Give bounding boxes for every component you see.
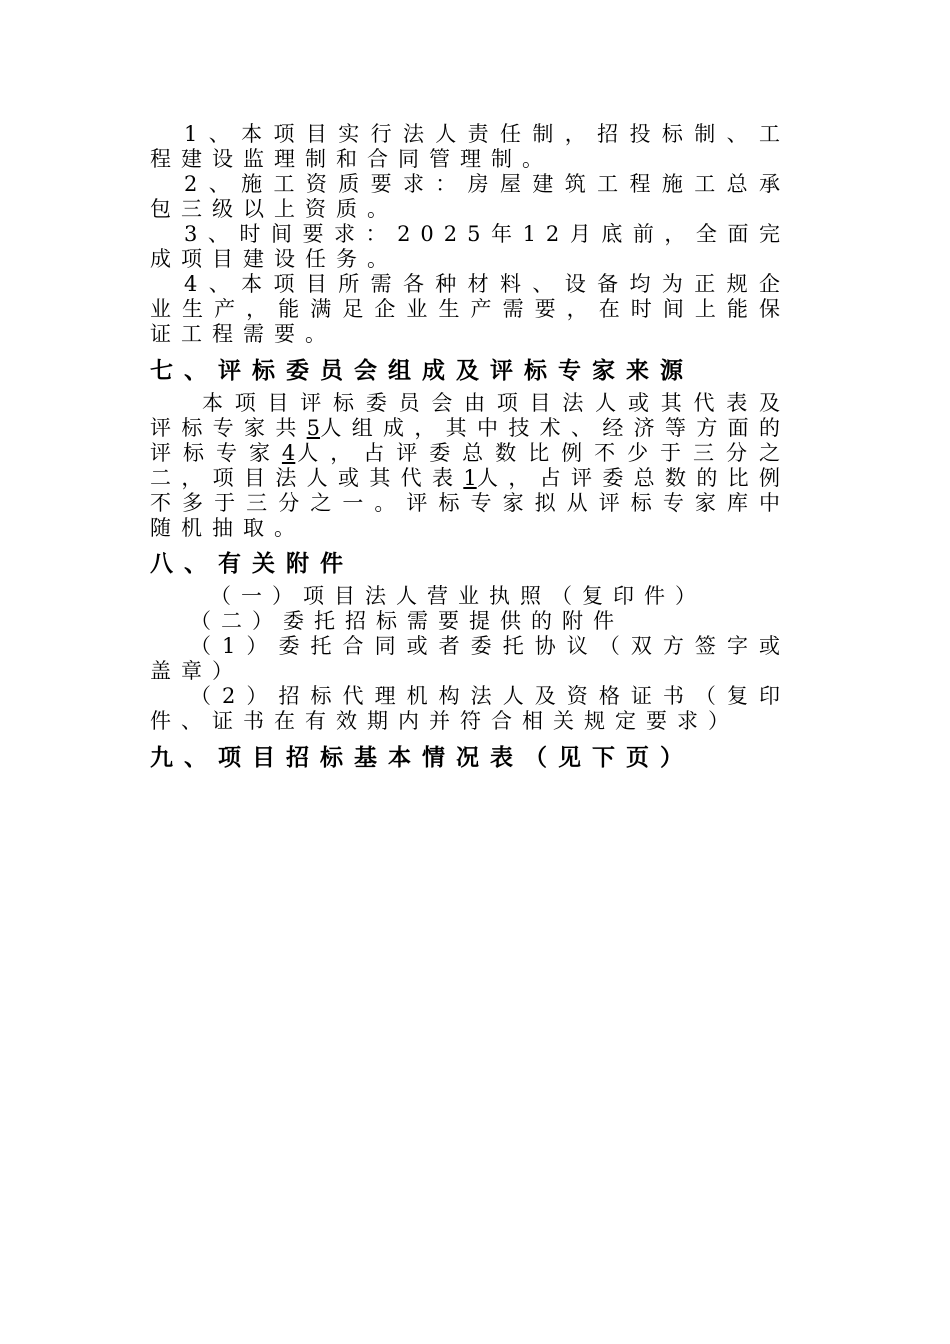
section-7-text-a: 本项目评标委员会由项目法人或其代表及评标专家共 — [150, 391, 790, 440]
requirement-item-4: 4、本项目所需各种材料、设备均为正规企业生产，能满足企业生产需要，在时间上能保证工程需要。 — [150, 272, 790, 346]
owner-reps-count: 1 — [463, 466, 477, 490]
section-9-heading: 九、项目招标基本情况表（见下页） — [150, 744, 694, 771]
requirement-item-2: 2、施工资质要求：房屋建筑工程施工总承包三级以上资质。 — [150, 172, 790, 221]
total-experts-count: 5 — [306, 416, 321, 440]
attachment-item-2-1: （1）委托合同或者委托协议（双方签字或盖章） — [150, 634, 790, 683]
section-7-heading: 七、评标委员会组成及评标专家来源 — [150, 357, 694, 384]
section-7-text-d: 人，占评委总数的比例不多于三分之一。评标专家拟从评标专家库中随机抽取。 — [150, 466, 790, 540]
attachment-item-2: （二）委托招标需要提供的附件 — [190, 609, 624, 633]
requirement-item-3: 3、时间要求：2025年12月底前，全面完成项目建设任务。 — [150, 222, 790, 271]
requirement-item-1: 1、本项目实行法人责任制，招投标制、工程建设监理制和合同管理制。 — [150, 122, 790, 171]
tech-experts-count: 4 — [281, 441, 296, 465]
section-8-heading: 八、有关附件 — [150, 550, 354, 577]
section-7-paragraph — [150, 391, 790, 541]
section-7-text-b: 人组成，其中技术、经济等方面的评标专家 — [150, 416, 790, 465]
attachment-item-2-2: （2）招标代理机构法人及资格证书（复印件、证书在有效期内并符合相关规定要求） — [150, 684, 790, 733]
attachment-item-1: （一）项目法人营业执照（复印件） — [210, 584, 706, 608]
document-page — [150, 122, 790, 772]
section-7-text-c: 人，占评委总数比例不少于三分之二，项目法人或其代表 — [150, 441, 790, 490]
